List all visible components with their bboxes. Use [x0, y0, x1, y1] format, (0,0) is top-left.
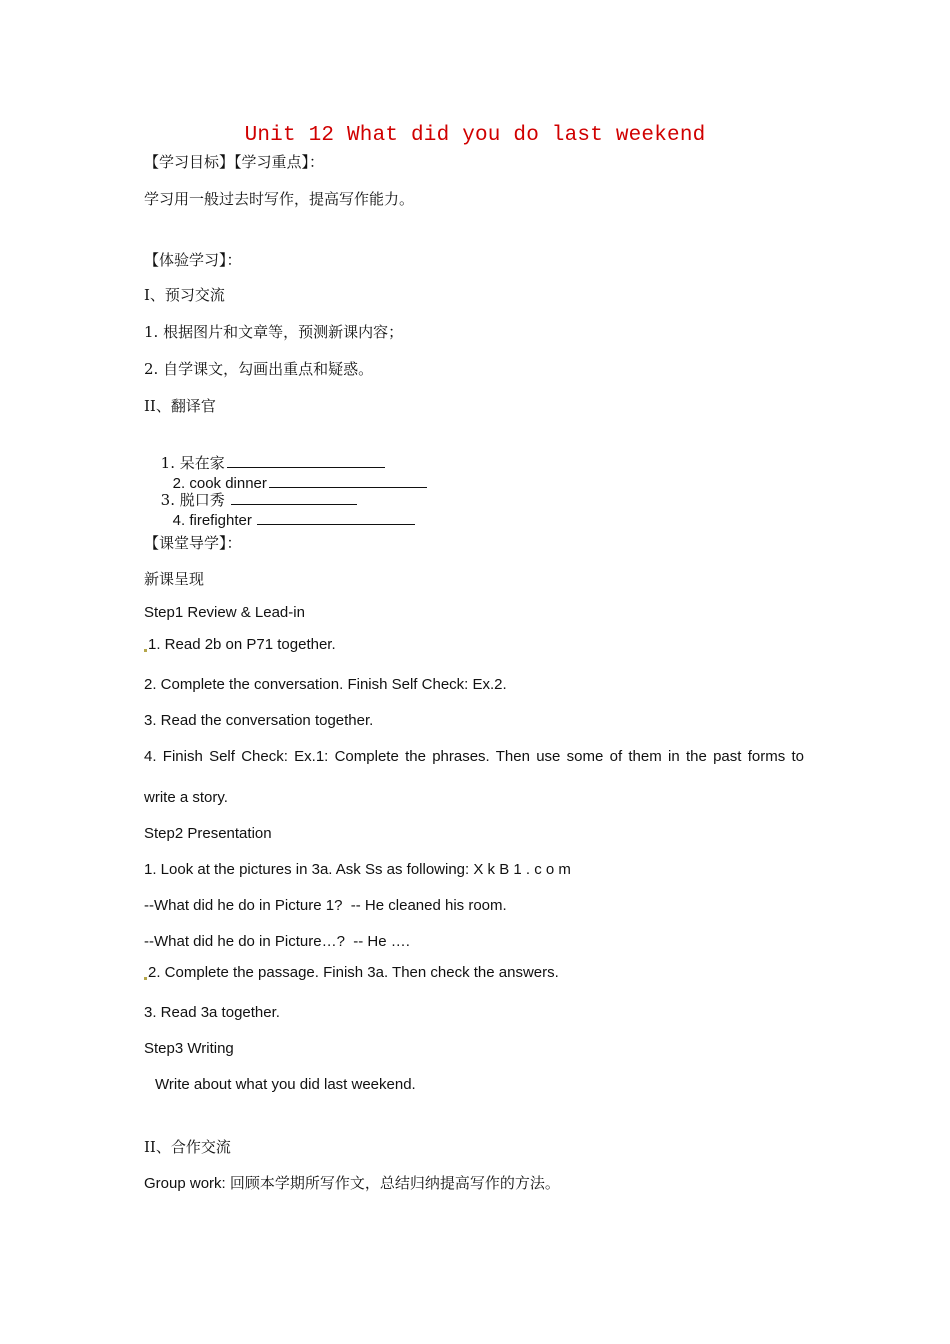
step2-heading: Step2 Presentation [144, 825, 272, 842]
translate-item-1: 1. 呆在家 [160, 454, 225, 472]
answer-blank-3[interactable] [231, 491, 357, 505]
step2-item-1: 1. Look at the pictures in 3a. Ask Ss as following: X k B 1 . c o m [144, 861, 571, 878]
step1-heading: Step1 Review & Lead-in [144, 604, 305, 621]
anchor-mark [144, 977, 147, 980]
translate-heading: II、翻译官 [144, 397, 216, 415]
step1-item-3: 3. Read the conversation together. [144, 712, 374, 729]
step3-heading: Step3 Writing [144, 1040, 234, 1057]
translate-item-3: 3. 脱口秀 [160, 491, 225, 509]
anchor-mark [144, 649, 147, 652]
answer-blank-4[interactable] [257, 511, 415, 525]
preview-item-2: 2. 自学课文，勾画出重点和疑惑。 [144, 360, 374, 378]
translate-item-2: 2. cook dinner [172, 475, 267, 492]
step3-text: Write about what you did last weekend. [155, 1076, 416, 1093]
preview-heading: I、预习交流 [144, 286, 225, 304]
answer-blank-1[interactable] [227, 454, 385, 468]
classroom-heading: 【课堂导学】： [144, 534, 242, 552]
cooperation-heading: II、合作交流 [144, 1138, 231, 1156]
goals-text: 学习用一般过去时写作，提高写作能力。 [144, 190, 415, 208]
step2-item-4: 2. Complete the passage. Finish 3a. Then check the answers. [144, 963, 559, 983]
step1-item-4: 4. Finish Self Check: Ex.1: Complete the phrases. Then use some of them in the past forms to [144, 748, 804, 765]
step2-item-2: --What did he do in Picture 1? -- He cleaned his room. [144, 897, 507, 914]
step2-item-3: --What did he do in Picture…? -- He …. [144, 933, 410, 950]
step1-item-1: 1. Read 2b on P71 together. [144, 635, 336, 655]
cooperation-text: Group work: 回顾本学期所写作文，总结归纳提高写作的方法。 [144, 1175, 560, 1192]
experience-heading: 【体验学习】： [144, 251, 242, 269]
goals-heading: 【学习目标】【学习重点】： [144, 153, 325, 171]
translate-item-4: 4. firefighter [172, 512, 252, 529]
preview-item-1: 1. 根据图片和文章等，预测新课内容； [144, 323, 404, 341]
step1-item-4-cont: write a story. [144, 789, 228, 806]
new-lesson-label: 新课呈现 [144, 570, 205, 588]
step1-item-2: 2. Complete the conversation. Finish Self Check: Ex.2. [144, 676, 507, 693]
document-title: Unit 12 What did you do last weekend [244, 124, 706, 147]
step2-item-5: 3. Read 3a together. [144, 1004, 280, 1021]
